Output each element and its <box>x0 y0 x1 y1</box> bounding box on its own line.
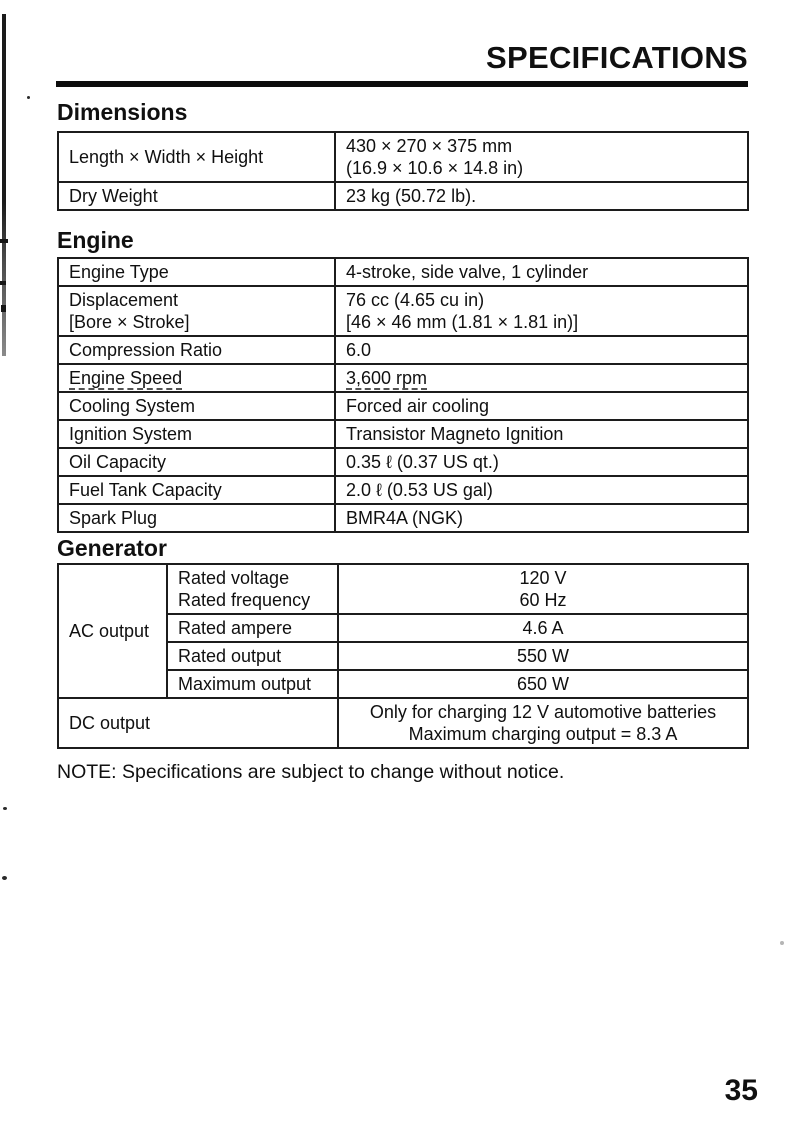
table-row <box>58 132 748 182</box>
row-label: Oil Capacity <box>58 448 335 476</box>
scan-mark <box>0 281 6 285</box>
dc-output-cell: DC output <box>58 698 338 748</box>
ac-output-cell: AC output <box>58 564 167 698</box>
row-value: 2.0 ℓ (0.53 US gal) <box>335 476 748 504</box>
row-value: 23 kg (50.72 lb). <box>335 182 748 210</box>
row-value: 4-stroke, side valve, 1 cylinder <box>335 258 748 286</box>
row-label: Cooling System <box>58 392 335 420</box>
table-row <box>58 364 748 392</box>
row-value: 3,600 rpm <box>335 364 748 392</box>
row-label: Length × Width × Height <box>58 132 335 182</box>
scan-speck <box>27 96 30 99</box>
dimensions-table <box>57 131 749 211</box>
row-label: Engine Speed <box>58 364 335 392</box>
page-number: 35 <box>724 1074 758 1107</box>
table-row <box>58 698 748 748</box>
scan-mark <box>1 305 6 312</box>
section-heading-dimensions: Dimensions <box>57 99 188 125</box>
row-label: Compression Ratio <box>58 336 335 364</box>
row-value: 120 V 60 Hz <box>338 564 748 614</box>
row-value: 6.0 <box>335 336 748 364</box>
row-value: Forced air cooling <box>335 392 748 420</box>
table-row <box>58 336 748 364</box>
section-heading-engine: Engine <box>57 227 134 253</box>
row-label: Rated voltage Rated frequency <box>167 564 338 614</box>
engine-table <box>57 257 749 533</box>
generator-table <box>57 563 749 749</box>
table-row <box>58 182 748 210</box>
table-row <box>58 448 748 476</box>
table-row <box>58 564 748 614</box>
row-label: Ignition System <box>58 420 335 448</box>
row-value: BMR4A (NGK) <box>335 504 748 532</box>
title-divider-rule <box>56 81 748 87</box>
row-label: Engine Type <box>58 258 335 286</box>
row-label: Rated ampere <box>167 614 338 642</box>
scan-speck <box>780 941 784 945</box>
row-label: Dry Weight <box>58 182 335 210</box>
scan-speck <box>3 807 7 810</box>
row-label: Rated output <box>167 642 338 670</box>
row-value: 0.35 ℓ (0.37 US qt.) <box>335 448 748 476</box>
scan-mark <box>0 239 8 243</box>
table-row <box>58 476 748 504</box>
scan-speck <box>2 876 7 880</box>
row-value: Transistor Magneto Ignition <box>335 420 748 448</box>
row-value: 4.6 A <box>338 614 748 642</box>
row-label: Fuel Tank Capacity <box>58 476 335 504</box>
table-row <box>58 286 748 336</box>
row-value: 650 W <box>338 670 748 698</box>
row-label: Maximum output <box>167 670 338 698</box>
row-value: 76 cc (4.65 cu in) [46 × 46 mm (1.81 × 1.81 in)] <box>335 286 748 336</box>
table-row <box>58 504 748 532</box>
table-row <box>58 392 748 420</box>
row-value: 430 × 270 × 375 mm (16.9 × 10.6 × 14.8 in) <box>335 132 748 182</box>
row-label: Spark Plug <box>58 504 335 532</box>
note-text: NOTE: Specifications are subject to change without notice. <box>57 761 565 783</box>
row-value: 550 W <box>338 642 748 670</box>
row-label: Displacement [Bore × Stroke] <box>58 286 335 336</box>
table-row <box>58 420 748 448</box>
page-title: SPECIFICATIONS <box>486 40 748 75</box>
table-row <box>58 258 748 286</box>
section-heading-generator: Generator <box>57 535 167 561</box>
row-value: Only for charging 12 V automotive batteries Maximum charging output = 8.3 A <box>338 698 748 748</box>
